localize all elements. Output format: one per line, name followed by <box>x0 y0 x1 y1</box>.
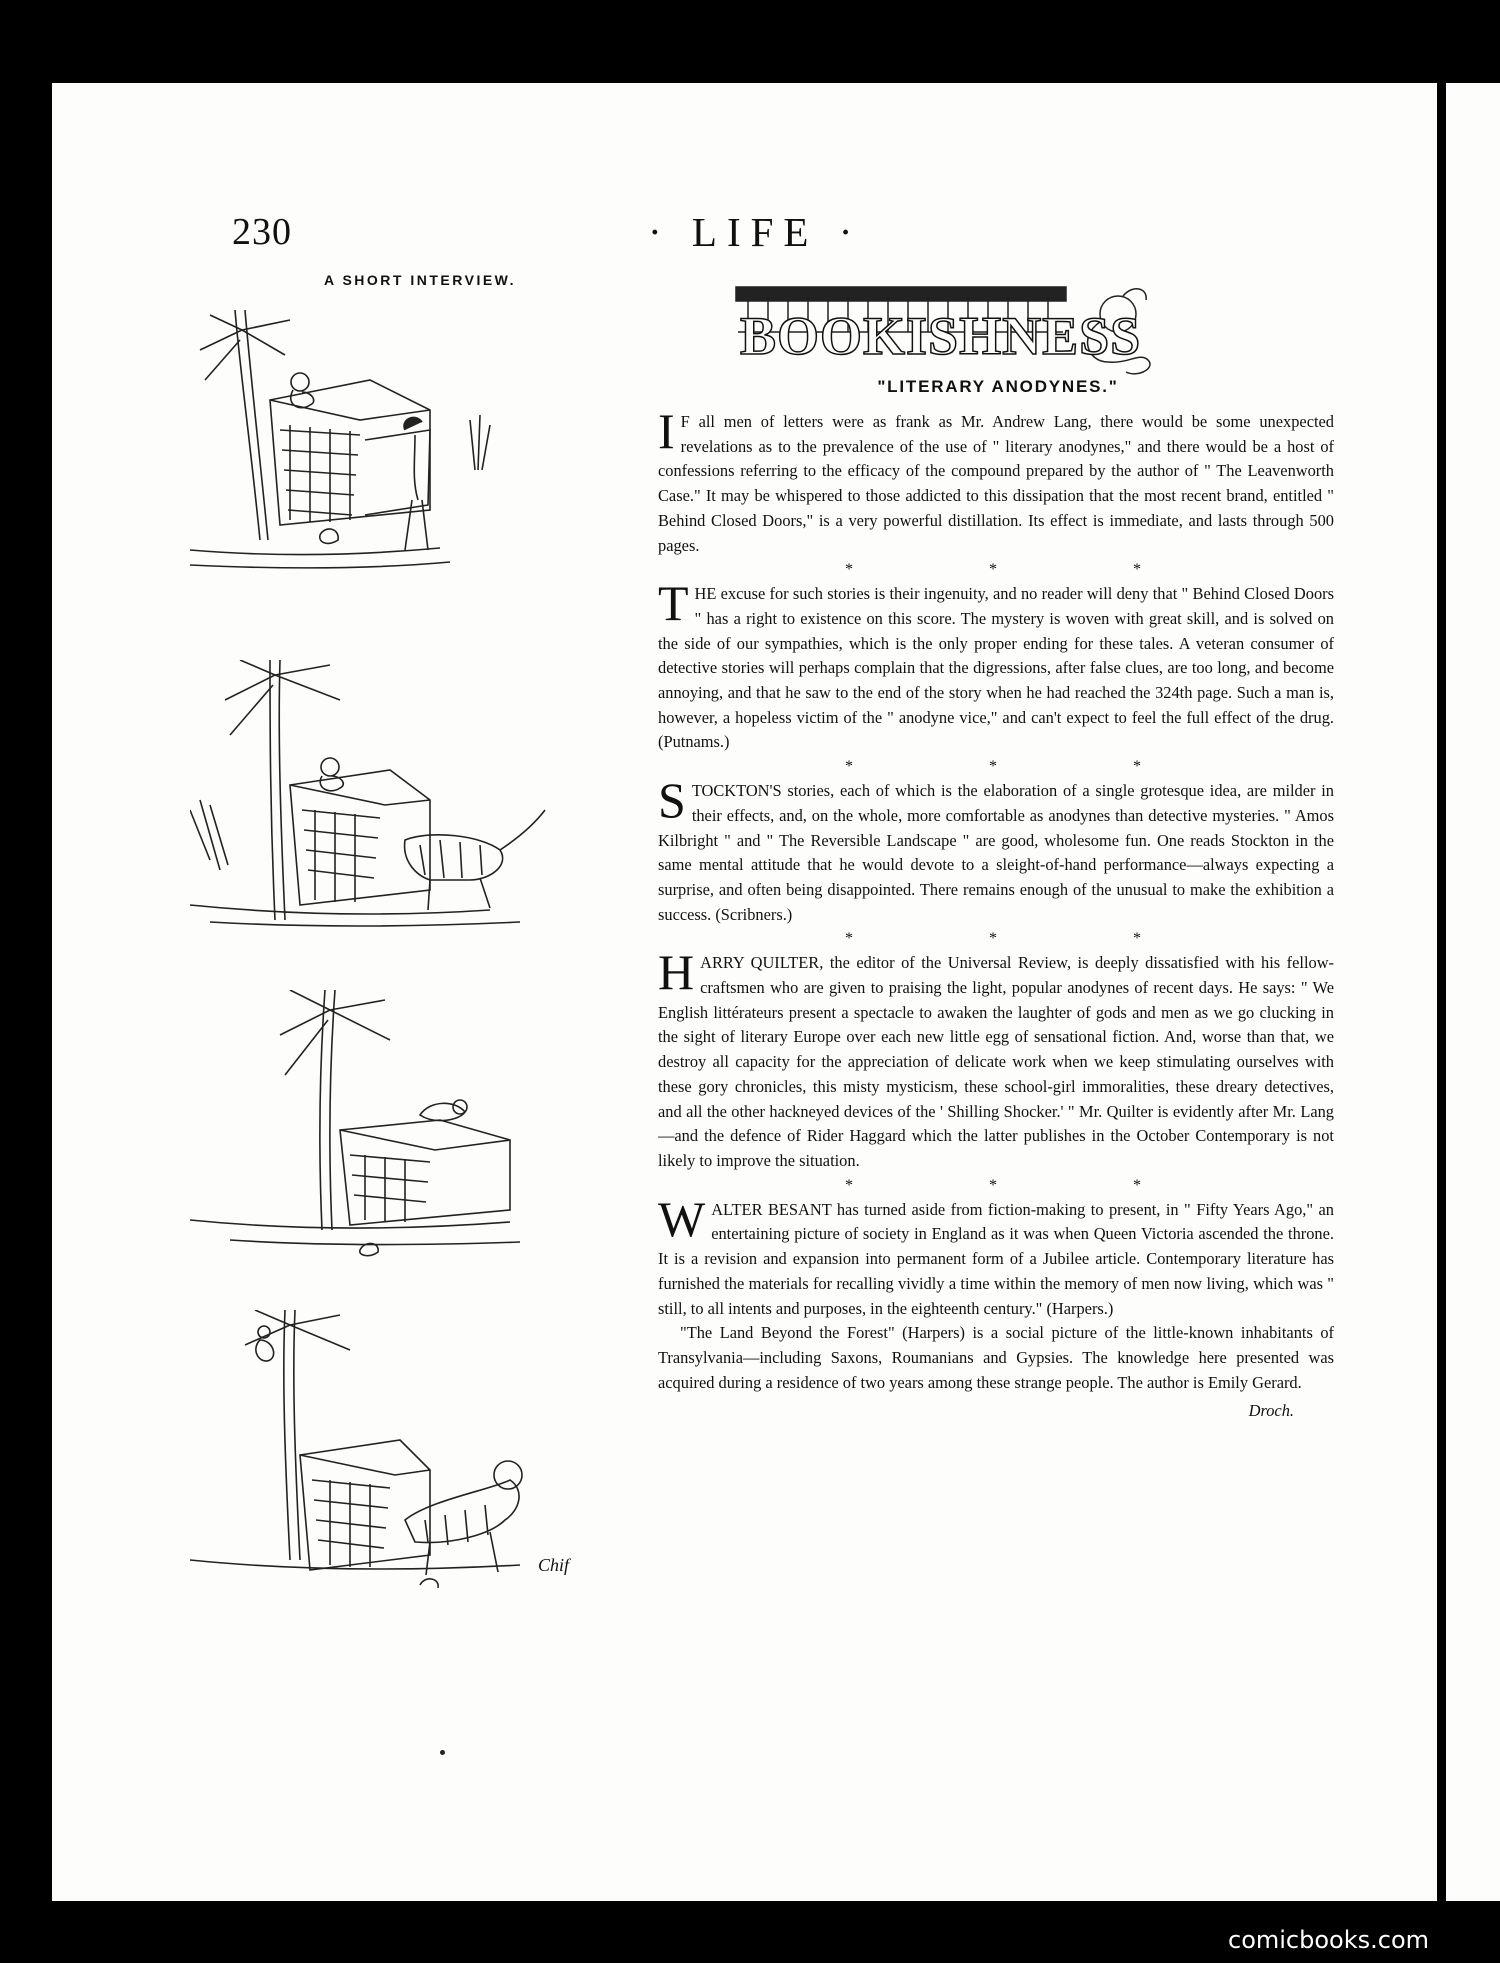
book-review-column <box>658 403 1334 1424</box>
review-paragraph-2 <box>658 575 1334 755</box>
artist-signature: Chif <box>538 1555 570 1575</box>
paragraph-text: ALTER BESANT has turned aside from fiction-making to present, in " Fifty Years Ago," an entertaining picture of society in England as it was when Queen Victoria ascended the throne. It is a revision and expansion into permanent form of a Jubilee article. Contemporary literature has furnished the materials for recalling vividly a time within the memory of men now living, which was " still, to all intents and purposes, in the eighteenth century." (Harpers.) <box>658 1199 1334 1318</box>
page-number: 230 <box>232 211 292 253</box>
comic-panel-4 <box>190 1310 630 1590</box>
section-separator: * * * <box>845 561 1207 579</box>
bookishness-header-text: BOOKISHNESS <box>740 306 1142 366</box>
comic-panel-3 <box>190 990 630 1270</box>
adjacent-page-edge <box>1446 83 1500 1901</box>
drop-cap: I <box>658 403 675 459</box>
paragraph-text: TOCKTON'S stories, each of which is the elaboration of a single grotesque idea, are milder in their effects, and, on the whole, more comfortable as anodynes than detective mysteries. " Amos Kilbright " and " The Reversible Landscape " are good, wholesome fun. One reads Stockton in the same mental attitude that he would devote to a sleight-of-hand performance—always expecting a surprise, and often being disappointed. There remains enough of the unusual to make the exhibition a success. (Scribners.) <box>658 781 1334 924</box>
drop-cap: W <box>658 1190 706 1247</box>
print-speck <box>440 1750 445 1755</box>
comic-panel-2 <box>190 660 630 940</box>
review-paragraph-1 <box>658 403 1334 558</box>
article-heading: "LITERARY ANODYNES." <box>877 377 1119 396</box>
drop-cap: H <box>658 944 695 1001</box>
paragraph-text: HE excuse for such stories is their ingenuity, and no reader will deny that " Behind Closed Doors " has a right to existence on this score. The mystery is woven with great skill, and is solved on the side of our sympathies, which is the only proper ending for these tales. A veteran consumer of detective stories will perhaps complain that the digressions, after false clues, are too long, and become annoying, and that he saw to the end of the story when he had reached the 324th page. Such a man is, however, a hopeless victim of the " anodyne vice," and can't expect to feel the full effect of the drug. (Putnams.) <box>658 584 1334 752</box>
drop-cap: T <box>658 575 689 632</box>
paragraph-text: ARRY QUILTER, the editor of the Universal Review, is deeply dissatisfied with his fellow-craftsmen who are given to praising the light, popular anodynes of recent days. He says: " We English littérateurs present a spectacle to awaken the laughter of gods and men as we go clucking in the sight of literary Europe over each new little egg of sensational fiction. And, worse than that, we destroy all capacity for the appreciation of delicate work when we keep stimulating ourselves with these gory chronicles, this misty mysticism, these school-girl immoralities, these dreary detectives, and all the other hackneyed devices of the ' Shilling Shocker.' " Mr. Quilter is evidently after Mr. Lang—and the defence of Rider Haggard which the latter publishes in the October Contemporary is not likely to improve the situation. <box>658 953 1334 1170</box>
comic-panel-1 <box>190 310 630 590</box>
author-signature: Droch. <box>1248 1401 1294 1421</box>
review-paragraph-3 <box>658 772 1334 927</box>
section-separator: * * * <box>845 930 1207 948</box>
review-paragraph-5 <box>658 1190 1334 1322</box>
closing-paragraph: "The Land Beyond the Forest" (Harpers) is a social picture of the little-known inhabitants of Transylvania—including Saxons, Roumanians and Gypsies. The knowledge here presented was acquired during a residence of two years among these strange people. The author is Emily Gerard. <box>658 1323 1334 1392</box>
comic-strip-title: A SHORT INTERVIEW. <box>323 272 516 288</box>
drop-cap: S <box>658 772 686 829</box>
masthead-title: · LIFE · <box>648 209 863 255</box>
site-watermark: comicbooks.com <box>1228 1926 1430 1954</box>
section-separator: * * * <box>845 1176 1207 1194</box>
review-paragraph-4 <box>658 944 1334 1173</box>
paragraph-text: F all men of letters were as frank as Mr. Andrew Lang, there would be some unexpected revelations as to the prevalence of the use of " literary anodynes," and there would be a host of confessions referring to the efficacy of the compound prepared by the author of " The Leavenworth Case." It may be whispered to those addicted to this dissipation that the most recent brand, entitled " Behind Closed Doors," is a very powerful distillation. Its effect is immediate, and lasts through 500 pages. <box>658 412 1334 555</box>
section-separator: * * * <box>845 758 1207 776</box>
